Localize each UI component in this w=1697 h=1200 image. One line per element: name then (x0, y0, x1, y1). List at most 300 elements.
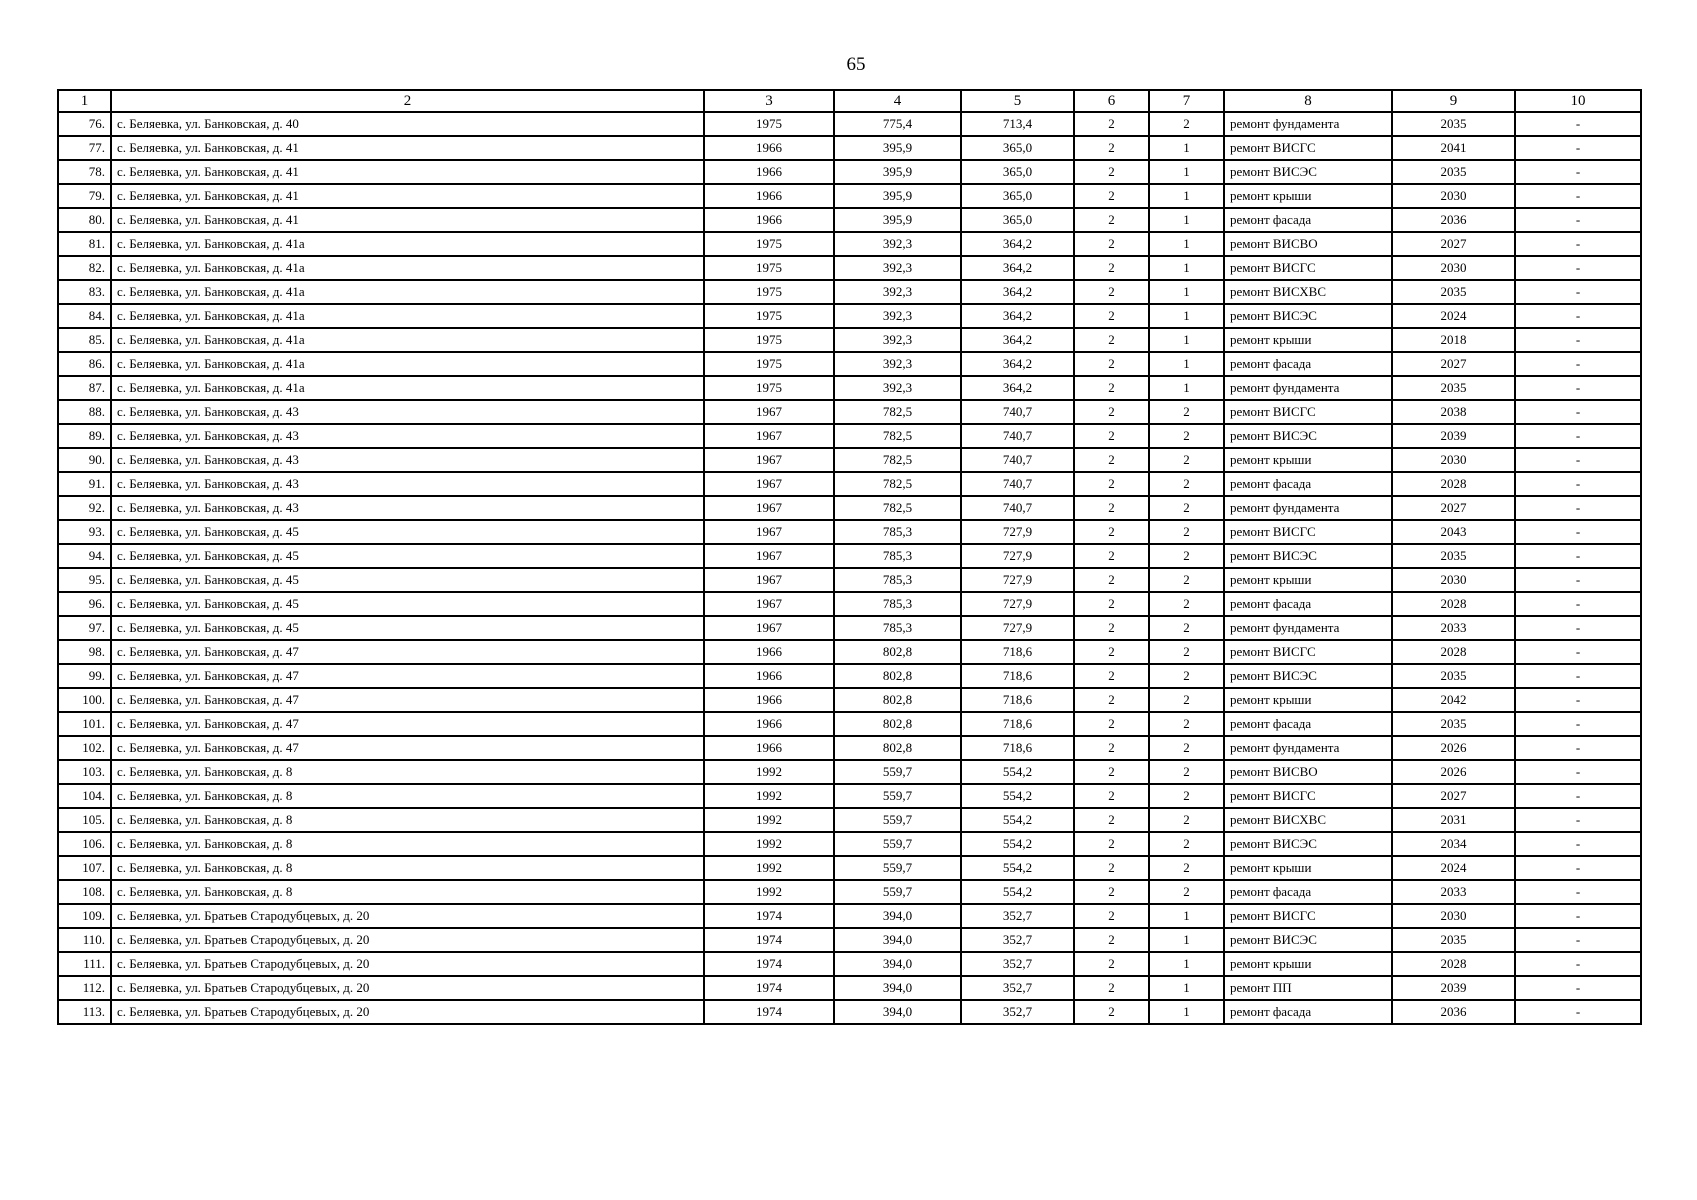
living-area-cell: 364,2 (961, 328, 1074, 352)
row-number-cell: 84. (58, 304, 111, 328)
entrances-cell: 2 (1149, 616, 1224, 640)
table-header-row (58, 90, 1641, 112)
entrances-cell: 2 (1149, 472, 1224, 496)
due-year-cell: 2030 (1392, 568, 1515, 592)
entrances-cell: 2 (1149, 592, 1224, 616)
extra-cell: - (1515, 712, 1641, 736)
work-type-cell: ремонт крыши (1224, 328, 1392, 352)
due-year-cell: 2027 (1392, 352, 1515, 376)
table-row (58, 328, 1641, 352)
build-year-cell: 1966 (704, 688, 834, 712)
build-year-cell: 1967 (704, 400, 834, 424)
entrances-cell: 1 (1149, 976, 1224, 1000)
address-cell: с. Беляевка, ул. Банковская, д. 8 (111, 856, 704, 880)
table-row (58, 208, 1641, 232)
floors-cell: 2 (1074, 208, 1149, 232)
floors-cell: 2 (1074, 808, 1149, 832)
column-header: 4 (834, 90, 961, 112)
floors-cell: 2 (1074, 256, 1149, 280)
living-area-cell: 365,0 (961, 136, 1074, 160)
address-cell: с. Беляевка, ул. Банковская, д. 45 (111, 520, 704, 544)
living-area-cell: 718,6 (961, 664, 1074, 688)
work-type-cell: ремонт ВИСЭС (1224, 424, 1392, 448)
entrances-cell: 2 (1149, 832, 1224, 856)
living-area-cell: 554,2 (961, 760, 1074, 784)
total-area-cell: 559,7 (834, 880, 961, 904)
living-area-cell: 718,6 (961, 712, 1074, 736)
build-year-cell: 1975 (704, 304, 834, 328)
floors-cell: 2 (1074, 352, 1149, 376)
due-year-cell: 2035 (1392, 664, 1515, 688)
build-year-cell: 1966 (704, 160, 834, 184)
build-year-cell: 1992 (704, 880, 834, 904)
table-row (58, 280, 1641, 304)
address-cell: с. Беляевка, ул. Банковская, д. 43 (111, 424, 704, 448)
extra-cell: - (1515, 616, 1641, 640)
column-header: 8 (1224, 90, 1392, 112)
address-cell: с. Беляевка, ул. Банковская, д. 41а (111, 352, 704, 376)
table-row (58, 496, 1641, 520)
table-row (58, 736, 1641, 760)
row-number-cell: 95. (58, 568, 111, 592)
build-year-cell: 1967 (704, 424, 834, 448)
build-year-cell: 1992 (704, 760, 834, 784)
row-number-cell: 112. (58, 976, 111, 1000)
table-row (58, 880, 1641, 904)
floors-cell: 2 (1074, 496, 1149, 520)
due-year-cell: 2026 (1392, 736, 1515, 760)
work-type-cell: ремонт ВИСГС (1224, 904, 1392, 928)
due-year-cell: 2031 (1392, 808, 1515, 832)
total-area-cell: 802,8 (834, 688, 961, 712)
extra-cell: - (1515, 400, 1641, 424)
extra-cell: - (1515, 472, 1641, 496)
row-number-cell: 103. (58, 760, 111, 784)
row-number-cell: 110. (58, 928, 111, 952)
total-area-cell: 559,7 (834, 808, 961, 832)
due-year-cell: 2028 (1392, 640, 1515, 664)
table-row (58, 640, 1641, 664)
floors-cell: 2 (1074, 400, 1149, 424)
table-row (58, 976, 1641, 1000)
work-type-cell: ремонт фасада (1224, 880, 1392, 904)
row-number-cell: 82. (58, 256, 111, 280)
build-year-cell: 1967 (704, 592, 834, 616)
total-area-cell: 559,7 (834, 832, 961, 856)
floors-cell: 2 (1074, 232, 1149, 256)
extra-cell: - (1515, 640, 1641, 664)
table-row (58, 520, 1641, 544)
living-area-cell: 554,2 (961, 832, 1074, 856)
work-type-cell: ремонт ПП (1224, 976, 1392, 1000)
build-year-cell: 1992 (704, 784, 834, 808)
row-number-cell: 105. (58, 808, 111, 832)
entrances-cell: 2 (1149, 880, 1224, 904)
build-year-cell: 1967 (704, 520, 834, 544)
address-cell: с. Беляевка, ул. Братьев Стародубцевых, д. 20 (111, 928, 704, 952)
total-area-cell: 785,3 (834, 544, 961, 568)
total-area-cell: 775,4 (834, 112, 961, 136)
build-year-cell: 1992 (704, 808, 834, 832)
entrances-cell: 2 (1149, 640, 1224, 664)
entrances-cell: 2 (1149, 400, 1224, 424)
entrances-cell: 2 (1149, 760, 1224, 784)
living-area-cell: 727,9 (961, 592, 1074, 616)
due-year-cell: 2033 (1392, 880, 1515, 904)
address-cell: с. Беляевка, ул. Банковская, д. 41а (111, 328, 704, 352)
floors-cell: 2 (1074, 688, 1149, 712)
floors-cell: 2 (1074, 832, 1149, 856)
entrances-cell: 2 (1149, 424, 1224, 448)
table-row (58, 112, 1641, 136)
living-area-cell: 554,2 (961, 880, 1074, 904)
due-year-cell: 2034 (1392, 832, 1515, 856)
work-type-cell: ремонт ВИСЭС (1224, 160, 1392, 184)
entrances-cell: 1 (1149, 376, 1224, 400)
floors-cell: 2 (1074, 448, 1149, 472)
table-row (58, 928, 1641, 952)
due-year-cell: 2038 (1392, 400, 1515, 424)
total-area-cell: 394,0 (834, 976, 961, 1000)
row-number-cell: 111. (58, 952, 111, 976)
address-cell: с. Беляевка, ул. Банковская, д. 43 (111, 496, 704, 520)
extra-cell: - (1515, 352, 1641, 376)
column-header: 1 (58, 90, 111, 112)
row-number-cell: 104. (58, 784, 111, 808)
address-cell: с. Беляевка, ул. Банковская, д. 47 (111, 712, 704, 736)
row-number-cell: 79. (58, 184, 111, 208)
address-cell: с. Беляевка, ул. Банковская, д. 41 (111, 184, 704, 208)
living-area-cell: 554,2 (961, 856, 1074, 880)
address-cell: с. Беляевка, ул. Банковская, д. 41 (111, 160, 704, 184)
extra-cell: - (1515, 448, 1641, 472)
floors-cell: 2 (1074, 376, 1149, 400)
build-year-cell: 1974 (704, 1000, 834, 1024)
entrances-cell: 1 (1149, 304, 1224, 328)
address-cell: с. Беляевка, ул. Банковская, д. 45 (111, 544, 704, 568)
extra-cell: - (1515, 304, 1641, 328)
total-area-cell: 392,3 (834, 352, 961, 376)
extra-cell: - (1515, 568, 1641, 592)
due-year-cell: 2030 (1392, 448, 1515, 472)
due-year-cell: 2035 (1392, 376, 1515, 400)
table-row (58, 856, 1641, 880)
floors-cell: 2 (1074, 904, 1149, 928)
work-type-cell: ремонт ВИСХВС (1224, 280, 1392, 304)
table-row (58, 904, 1641, 928)
work-type-cell: ремонт ВИСЭС (1224, 832, 1392, 856)
entrances-cell: 1 (1149, 160, 1224, 184)
row-number-cell: 94. (58, 544, 111, 568)
floors-cell: 2 (1074, 160, 1149, 184)
living-area-cell: 713,4 (961, 112, 1074, 136)
table-row (58, 448, 1641, 472)
due-year-cell: 2030 (1392, 904, 1515, 928)
extra-cell: - (1515, 832, 1641, 856)
work-type-cell: ремонт ВИСВО (1224, 232, 1392, 256)
row-number-cell: 76. (58, 112, 111, 136)
work-type-cell: ремонт ВИСГС (1224, 520, 1392, 544)
living-area-cell: 364,2 (961, 376, 1074, 400)
build-year-cell: 1966 (704, 640, 834, 664)
total-area-cell: 785,3 (834, 520, 961, 544)
entrances-cell: 2 (1149, 544, 1224, 568)
total-area-cell: 394,0 (834, 1000, 961, 1024)
table-body (58, 112, 1641, 1024)
row-number-cell: 113. (58, 1000, 111, 1024)
row-number-cell: 93. (58, 520, 111, 544)
build-year-cell: 1992 (704, 832, 834, 856)
column-header: 2 (111, 90, 704, 112)
living-area-cell: 554,2 (961, 784, 1074, 808)
entrances-cell: 1 (1149, 184, 1224, 208)
extra-cell: - (1515, 184, 1641, 208)
table-row (58, 544, 1641, 568)
entrances-cell: 2 (1149, 688, 1224, 712)
table-row (58, 712, 1641, 736)
work-type-cell: ремонт ВИСЭС (1224, 928, 1392, 952)
table-row (58, 568, 1641, 592)
work-type-cell: ремонт крыши (1224, 952, 1392, 976)
floors-cell: 2 (1074, 328, 1149, 352)
address-cell: с. Беляевка, ул. Банковская, д. 45 (111, 568, 704, 592)
floors-cell: 2 (1074, 952, 1149, 976)
entrances-cell: 2 (1149, 784, 1224, 808)
table-row (58, 592, 1641, 616)
build-year-cell: 1992 (704, 856, 834, 880)
work-type-cell: ремонт ВИСГС (1224, 400, 1392, 424)
total-area-cell: 559,7 (834, 856, 961, 880)
table-row (58, 232, 1641, 256)
total-area-cell: 392,3 (834, 256, 961, 280)
work-type-cell: ремонт ВИСГС (1224, 136, 1392, 160)
address-cell: с. Беляевка, ул. Банковская, д. 43 (111, 472, 704, 496)
row-number-cell: 86. (58, 352, 111, 376)
work-type-cell: ремонт крыши (1224, 184, 1392, 208)
extra-cell: - (1515, 1000, 1641, 1024)
row-number-cell: 99. (58, 664, 111, 688)
total-area-cell: 394,0 (834, 952, 961, 976)
build-year-cell: 1974 (704, 976, 834, 1000)
extra-cell: - (1515, 328, 1641, 352)
total-area-cell: 782,5 (834, 400, 961, 424)
entrances-cell: 2 (1149, 112, 1224, 136)
work-type-cell: ремонт фундамента (1224, 616, 1392, 640)
total-area-cell: 395,9 (834, 184, 961, 208)
extra-cell: - (1515, 760, 1641, 784)
living-area-cell: 365,0 (961, 184, 1074, 208)
extra-cell: - (1515, 424, 1641, 448)
work-type-cell: ремонт фасада (1224, 592, 1392, 616)
table-row (58, 256, 1641, 280)
work-type-cell: ремонт фасада (1224, 352, 1392, 376)
row-number-cell: 107. (58, 856, 111, 880)
entrances-cell: 2 (1149, 712, 1224, 736)
address-cell: с. Беляевка, ул. Банковская, д. 47 (111, 640, 704, 664)
due-year-cell: 2035 (1392, 280, 1515, 304)
table-row (58, 784, 1641, 808)
work-type-cell: ремонт крыши (1224, 856, 1392, 880)
build-year-cell: 1967 (704, 568, 834, 592)
floors-cell: 2 (1074, 592, 1149, 616)
living-area-cell: 352,7 (961, 1000, 1074, 1024)
floors-cell: 2 (1074, 616, 1149, 640)
living-area-cell: 727,9 (961, 568, 1074, 592)
total-area-cell: 802,8 (834, 736, 961, 760)
floors-cell: 2 (1074, 760, 1149, 784)
table-row (58, 424, 1641, 448)
due-year-cell: 2018 (1392, 328, 1515, 352)
due-year-cell: 2028 (1392, 952, 1515, 976)
address-cell: с. Беляевка, ул. Банковская, д. 47 (111, 688, 704, 712)
extra-cell: - (1515, 520, 1641, 544)
total-area-cell: 394,0 (834, 928, 961, 952)
row-number-cell: 100. (58, 688, 111, 712)
extra-cell: - (1515, 160, 1641, 184)
entrances-cell: 2 (1149, 664, 1224, 688)
total-area-cell: 395,9 (834, 136, 961, 160)
address-cell: с. Беляевка, ул. Братьев Стародубцевых, д. 20 (111, 1000, 704, 1024)
table-row (58, 808, 1641, 832)
address-cell: с. Беляевка, ул. Банковская, д. 41а (111, 280, 704, 304)
total-area-cell: 785,3 (834, 592, 961, 616)
address-cell: с. Беляевка, ул. Банковская, д. 41а (111, 304, 704, 328)
due-year-cell: 2027 (1392, 232, 1515, 256)
build-year-cell: 1975 (704, 112, 834, 136)
work-type-cell: ремонт фасада (1224, 1000, 1392, 1024)
build-year-cell: 1966 (704, 712, 834, 736)
table-row (58, 376, 1641, 400)
floors-cell: 2 (1074, 112, 1149, 136)
due-year-cell: 2030 (1392, 256, 1515, 280)
total-area-cell: 802,8 (834, 712, 961, 736)
work-type-cell: ремонт крыши (1224, 688, 1392, 712)
entrances-cell: 2 (1149, 736, 1224, 760)
floors-cell: 2 (1074, 136, 1149, 160)
total-area-cell: 394,0 (834, 904, 961, 928)
total-area-cell: 392,3 (834, 376, 961, 400)
extra-cell: - (1515, 280, 1641, 304)
extra-cell: - (1515, 496, 1641, 520)
total-area-cell: 785,3 (834, 568, 961, 592)
table-row (58, 832, 1641, 856)
total-area-cell: 559,7 (834, 760, 961, 784)
work-type-cell: ремонт ВИСГС (1224, 640, 1392, 664)
row-number-cell: 91. (58, 472, 111, 496)
row-number-cell: 92. (58, 496, 111, 520)
total-area-cell: 782,5 (834, 472, 961, 496)
due-year-cell: 2042 (1392, 688, 1515, 712)
row-number-cell: 78. (58, 160, 111, 184)
table-row (58, 400, 1641, 424)
living-area-cell: 365,0 (961, 160, 1074, 184)
floors-cell: 2 (1074, 280, 1149, 304)
due-year-cell: 2028 (1392, 472, 1515, 496)
total-area-cell: 785,3 (834, 616, 961, 640)
due-year-cell: 2028 (1392, 592, 1515, 616)
address-cell: с. Беляевка, ул. Банковская, д. 8 (111, 760, 704, 784)
work-type-cell: ремонт ВИСГС (1224, 256, 1392, 280)
build-year-cell: 1966 (704, 664, 834, 688)
work-type-cell: ремонт фасада (1224, 472, 1392, 496)
due-year-cell: 2027 (1392, 784, 1515, 808)
living-area-cell: 364,2 (961, 232, 1074, 256)
entrances-cell: 1 (1149, 928, 1224, 952)
floors-cell: 2 (1074, 664, 1149, 688)
table-row (58, 184, 1641, 208)
work-type-cell: ремонт крыши (1224, 568, 1392, 592)
address-cell: с. Беляевка, ул. Банковская, д. 45 (111, 592, 704, 616)
living-area-cell: 740,7 (961, 424, 1074, 448)
address-cell: с. Беляевка, ул. Банковская, д. 47 (111, 736, 704, 760)
total-area-cell: 802,8 (834, 640, 961, 664)
build-year-cell: 1967 (704, 496, 834, 520)
due-year-cell: 2039 (1392, 976, 1515, 1000)
total-area-cell: 782,5 (834, 424, 961, 448)
work-type-cell: ремонт ВИСЭС (1224, 664, 1392, 688)
entrances-cell: 1 (1149, 136, 1224, 160)
extra-cell: - (1515, 544, 1641, 568)
living-area-cell: 727,9 (961, 544, 1074, 568)
due-year-cell: 2026 (1392, 760, 1515, 784)
column-header: 10 (1515, 90, 1641, 112)
work-type-cell: ремонт ВИСГС (1224, 784, 1392, 808)
repair-schedule-table (57, 89, 1642, 1025)
work-type-cell: ремонт ВИСЭС (1224, 304, 1392, 328)
work-type-cell: ремонт ВИСЭС (1224, 544, 1392, 568)
floors-cell: 2 (1074, 880, 1149, 904)
page-number: 65 (846, 54, 866, 75)
floors-cell: 2 (1074, 184, 1149, 208)
due-year-cell: 2043 (1392, 520, 1515, 544)
address-cell: с. Беляевка, ул. Братьев Стародубцевых, д. 20 (111, 904, 704, 928)
build-year-cell: 1975 (704, 352, 834, 376)
floors-cell: 2 (1074, 976, 1149, 1000)
due-year-cell: 2030 (1392, 184, 1515, 208)
table-row (58, 760, 1641, 784)
total-area-cell: 392,3 (834, 328, 961, 352)
due-year-cell: 2027 (1392, 496, 1515, 520)
column-header: 5 (961, 90, 1074, 112)
due-year-cell: 2024 (1392, 304, 1515, 328)
entrances-cell: 2 (1149, 496, 1224, 520)
due-year-cell: 2035 (1392, 544, 1515, 568)
row-number-cell: 77. (58, 136, 111, 160)
row-number-cell: 80. (58, 208, 111, 232)
due-year-cell: 2035 (1392, 160, 1515, 184)
living-area-cell: 364,2 (961, 280, 1074, 304)
total-area-cell: 395,9 (834, 208, 961, 232)
build-year-cell: 1966 (704, 208, 834, 232)
due-year-cell: 2035 (1392, 112, 1515, 136)
extra-cell: - (1515, 856, 1641, 880)
build-year-cell: 1975 (704, 280, 834, 304)
extra-cell: - (1515, 904, 1641, 928)
build-year-cell: 1974 (704, 904, 834, 928)
work-type-cell: ремонт фундамента (1224, 376, 1392, 400)
address-cell: с. Беляевка, ул. Банковская, д. 41а (111, 256, 704, 280)
due-year-cell: 2035 (1392, 712, 1515, 736)
work-type-cell: ремонт ВИСВО (1224, 760, 1392, 784)
extra-cell: - (1515, 928, 1641, 952)
due-year-cell: 2035 (1392, 928, 1515, 952)
entrances-cell: 1 (1149, 1000, 1224, 1024)
row-number-cell: 96. (58, 592, 111, 616)
table-row (58, 160, 1641, 184)
living-area-cell: 718,6 (961, 736, 1074, 760)
address-cell: с. Беляевка, ул. Банковская, д. 41а (111, 232, 704, 256)
work-type-cell: ремонт фундамента (1224, 736, 1392, 760)
